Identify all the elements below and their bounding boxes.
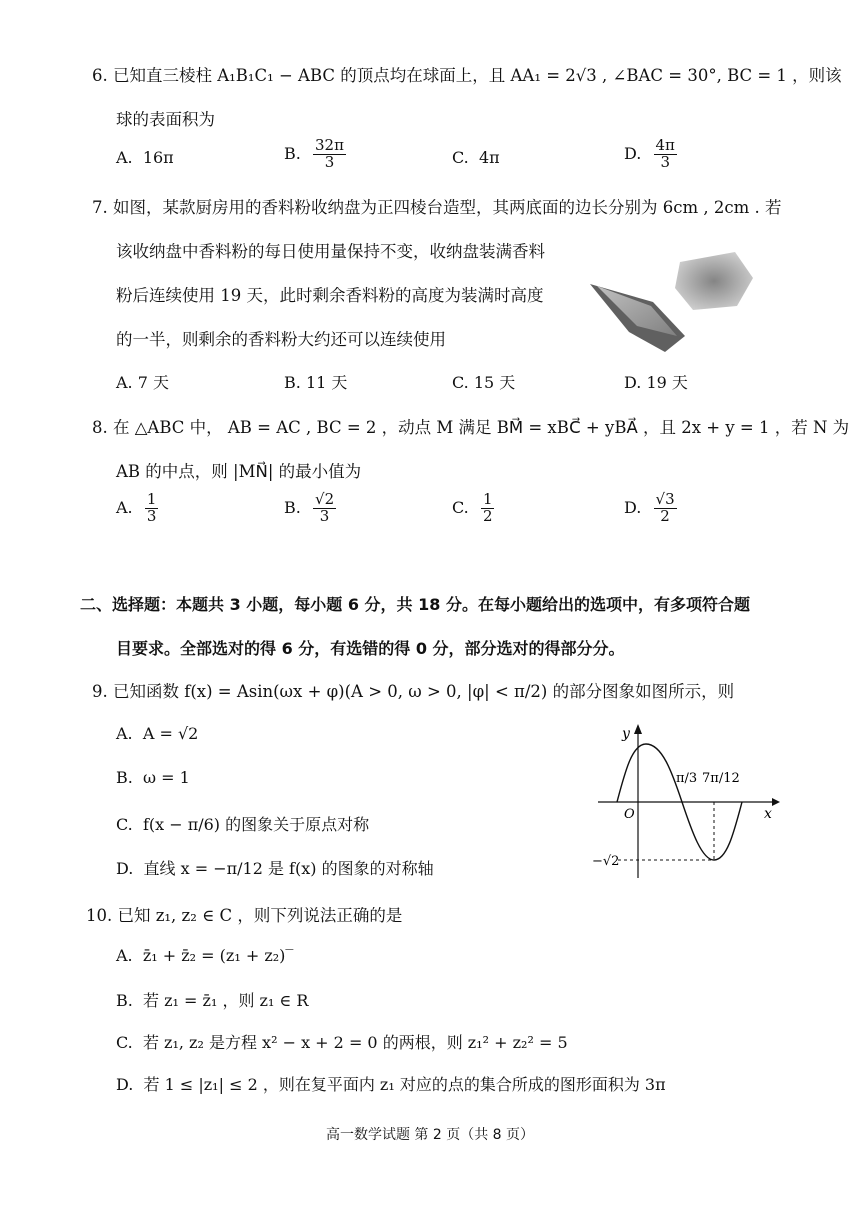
option-label: D.: [116, 859, 134, 878]
fraction-numerator: 1: [482, 490, 493, 508]
tick-label-pi-3: π/3: [676, 771, 698, 786]
q10-option-c: [116, 1030, 568, 1053]
fraction-numerator: √2: [315, 490, 335, 508]
q10-option-b: [116, 988, 308, 1011]
q7-stem-line2: 该收纳盘中香料粉的每日使用量保持不变，收纳盘装满香料: [116, 242, 545, 261]
fraction-numerator: 4π: [655, 136, 675, 154]
option-label: D.: [624, 373, 642, 392]
option-text: 若 z₁ = z̄₁ ，则 z₁ ∈ R: [143, 991, 309, 1010]
fraction-denominator: 2: [660, 506, 670, 525]
q7-stem-line3: 粉后连续使用 19 天，此时剩余香料粉的高度为装满时高度: [116, 286, 544, 305]
option-text: 19 天: [646, 373, 688, 392]
q9-option-a: [116, 724, 198, 743]
option-label: C.: [116, 1033, 133, 1052]
page-footer: 高一数学试题 第 2 页（共 8 页）: [325, 1127, 535, 1143]
q7-option-c: [452, 370, 515, 393]
q9-stem-line1: 9. 已知函数 f(x) = Asin(ωx + φ)(A > 0, ω > 0, |φ| < π/2) 的部分图象如图所示，则: [92, 682, 735, 701]
option-label: C.: [452, 497, 469, 517]
option-text: 15 天: [473, 373, 516, 392]
section2-heading-line2: 目要求。全部选对的得 6 分，有选错的得 0 分，部分选对的得部分分。: [116, 639, 625, 658]
fraction-numerator: 32π: [315, 136, 344, 154]
option-label: A.: [116, 373, 133, 392]
x-axis-arrow: [772, 798, 780, 806]
option-text: 4π: [478, 148, 500, 167]
option-label: C.: [116, 815, 133, 834]
option-text: 直线 x = −π/12 是 f(x) 的图象的对称轴: [143, 859, 434, 878]
q8-option-a: [116, 492, 160, 525]
spice-tray-photo: [585, 240, 760, 364]
q7-option-a: [116, 370, 169, 393]
q6-stem-line2: 球的表面积为: [116, 110, 215, 129]
tick-label-7pi-12: 7π/12: [702, 771, 740, 786]
q7-option-b: [284, 370, 347, 393]
q6-option-c: [452, 148, 500, 167]
min-value-label: −√2: [592, 854, 620, 869]
section2-heading-line1: 二、选择题：本题共 3 小题，每小题 6 分，共 18 分。在每小题给出的选项中，有多项符合题: [80, 595, 750, 614]
option-text: 11 天: [305, 373, 348, 392]
y-axis-arrow: [634, 724, 642, 734]
fraction-denominator: 2: [482, 506, 493, 525]
option-label: A.: [116, 724, 133, 743]
q6-option-b: [284, 138, 348, 171]
q9-option-d: [116, 856, 434, 879]
fraction-denominator: 3: [146, 506, 157, 525]
option-label: A.: [116, 946, 133, 965]
q8-stem-line1: 8. 在 △ABC 中， AB = AC , BC = 2 ，动点 M 满足 BM⃗ = xBC⃗ + yBA⃗ ，且 2x + y = 1 ，若 N 为: [92, 418, 850, 437]
q9-option-b: [116, 768, 190, 787]
option-label: B.: [116, 991, 133, 1010]
fraction-denominator: 3: [660, 152, 670, 171]
q7-stem-line4: 的一半，则剩余的香料粉大约还可以连续使用: [116, 330, 446, 349]
option-text: 若 z₁, z₂ 是方程 x² − x + 2 = 0 的两根，则 z₁² + z₂² = 5: [142, 1033, 568, 1052]
option-label: C.: [452, 148, 469, 167]
q6-stem-line1: 6. 已知直三棱柱 A₁B₁C₁ − ABC 的顶点均在球面上，且 AA₁ = 2√3 , ∠BAC = 30°, BC = 1 ，则该: [92, 66, 842, 85]
fraction-numerator: 1: [146, 490, 157, 508]
q10-option-a: [116, 946, 293, 965]
option-text: f(x − π/6) 的图象关于原点对称: [142, 815, 370, 834]
option-label: B.: [116, 768, 133, 787]
option-label: B.: [284, 143, 301, 163]
fraction-denominator: 3: [319, 506, 330, 525]
option-text: z̄₁ + z̄₂ = (z₁ + z₂)‾: [142, 946, 294, 965]
option-text: A = √2: [142, 724, 199, 743]
option-label: A.: [116, 497, 133, 517]
x-axis-label: x: [764, 806, 772, 822]
option-label: B.: [284, 497, 301, 517]
q8-option-d: [624, 492, 679, 525]
q7-stem-line1: 7. 如图，某款厨房用的香料粉收纳盘为正四棱台造型，其两底面的边长分别为 6cm , 2cm . 若: [92, 198, 782, 217]
option-label: D.: [624, 143, 642, 163]
q8-option-c: [452, 492, 496, 525]
option-text: 若 1 ≤ |z₁| ≤ 2 ，则在复平面内 z₁ 对应的点的集合所成的图形面积为 3π: [143, 1075, 666, 1094]
fraction-denominator: 3: [324, 152, 335, 171]
option-label: D.: [116, 1075, 134, 1094]
fraction-numerator: √3: [655, 490, 675, 508]
q9-sine-graph: [592, 722, 782, 886]
option-label: C.: [452, 373, 469, 392]
option-text: 7 天: [137, 373, 170, 392]
q9-option-c: [116, 812, 369, 835]
option-label: B.: [284, 373, 301, 392]
q8-stem-line2: AB 的中点，则 |MN⃗| 的最小值为: [116, 462, 362, 481]
q6-option-a: [116, 148, 174, 167]
option-text: 16π: [142, 148, 174, 167]
y-axis-label: y: [622, 726, 630, 742]
q10-stem: 10. 已知 z₁, z₂ ∈ C ，则下列说法正确的是: [86, 906, 403, 925]
q8-option-b: [284, 492, 338, 525]
option-label: A.: [116, 148, 133, 167]
q7-option-d: [624, 370, 688, 393]
origin-label: O: [624, 807, 635, 822]
option-text: ω = 1: [143, 768, 190, 787]
q6-option-d: [624, 138, 679, 171]
q10-option-d: [116, 1072, 666, 1095]
option-label: D.: [624, 497, 642, 517]
